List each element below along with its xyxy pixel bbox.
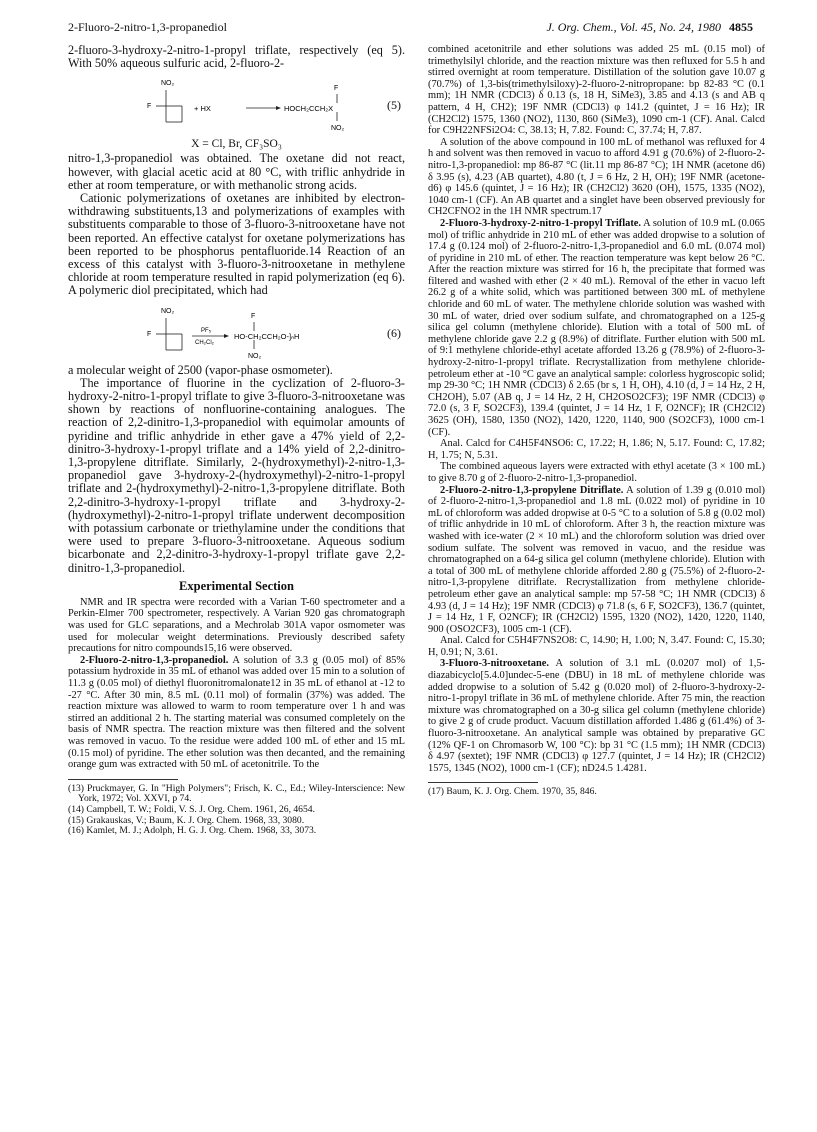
equation-6-structure (68, 298, 405, 364)
eq6-no2-top: NO₂ (161, 307, 175, 315)
procedure-text: A solution of 1.39 g (0.010 mol) of 2-fluoro-2-nitro-1,3-propanediol and 1.8 mL (0.022 mol) of pyridine in 10 mL of chloroform was added dropwise at 0-5 °C to a solution of 5.8 g (0.02 mol) of triflic anhydride in 10 mL of chloroform. After 3 h, the reaction mixture was washed with ice-water (2 × 10 mL) and the chloroform solution was dried over sodium sulfate. The solvent was removed in vacuo, and the residue was chromatographed on a 64-g silica gel column (methylene chloride). Elution with a total of 300 mL of methylene chloride afforded 2.80 g (75.5%) of 2-fluoro-2-nitro-1,3-propylene ditriflate. Recrystallization from methylene chloride-petroleum ether gave an analytical sample: mp 57-58 °C; 1H NMR (CDCl3) δ 4.93 (d, J = 14 Hz); 19F NMR (CDCl3) φ 71.8 (s, 6 F, SO2CF3), 136.7 (quintet, J = 14 Hz, 1 F, O2NCF); IR (CH2Cl2) 1595, 1320 (NO2), 1420, 1220, 1140, 900 (OSO2CF3), 1005 cm-1 (CF). (428, 484, 765, 635)
reference-15: (15) Grakauskas, V.; Baum, K. J. Org. Chem. 1968, 33, 3080. (68, 814, 305, 826)
journal-citation (546, 20, 753, 35)
eq5-reagent: + HX (194, 104, 211, 114)
paragraph (428, 218, 765, 438)
procedure-title: 2-Fluoro-2-nitro-1,3-propylene Ditriflate. (440, 484, 624, 496)
paragraph: Anal. Calcd for C5H4F7NS2O8: C, 14.90; H, 1.00; N, 3.47. Found: C, 15.30; H, 0.91; N, 3.61. (428, 635, 765, 658)
page-number: 4855 (729, 20, 753, 34)
eq6-solvent: CH₂Cl₂ (195, 339, 214, 346)
procedure-title: 2-Fluoro-2-nitro-1,3-propanediol. (80, 654, 229, 666)
paragraph: 2-fluoro-3-hydroxy-2-nitro-1-propyl triflate, respectively (eq 5). With 50% aqueous sulfuric acid, 2-fluoro-2- (68, 43, 405, 71)
running-head: 2-Fluoro-2-nitro-1,3-propanediol (68, 20, 227, 34)
eq6-product: HO-CH₂CCH₂O-]ₙH (234, 331, 300, 341)
equation-number: (5) (387, 98, 401, 113)
eq5-f-top: F (334, 85, 339, 93)
equation-5 (68, 70, 405, 136)
eq6-f-left: F (147, 330, 152, 338)
eq5-no2-top: NO₂ (161, 80, 175, 88)
paragraph: Anal. Calcd for C4H5F4NSO6: C, 17.22; H, 1.86; N, 5.17. Found: C, 17.82; H, 1.75; N, 5.31. (428, 438, 765, 461)
paragraph (428, 485, 765, 636)
paragraph: nitro-1,3-propanediol was obtained. The oxetane did not react, however, with glacial acetic acid at 80 °C, with triflic anhydride in ether at room temperature, or with methanolic strong acids. (68, 151, 405, 192)
paragraph (68, 655, 405, 771)
right-column (428, 44, 765, 798)
procedure-text: A solution of 10.9 mL (0.065 mol) of triflic anhydride in 210 mL of ether was added dropwise to a solution of 17.4 g (0.124 mol) of 2-fluoro-2-nitro-1,3-propanediol and 6.0 mL (0.074 mol) of pyridine in 210 mL of ether. The reaction temperature was kept below 26 °C. After the reaction mixture was stirred for 16 h, the precipitate that formed was filtered and washed with ether (2 × 40 mL). Removal of the ether in vacuo left 26.2 g of a white solid, which was partitioned between 300 mL of methylene chloride and 60 mL of water. The methylene chloride solution was washed with 30 mL of water, dried over sodium sulfate, and chromatographed on a 125-g silica gel column (methylene chloride). Elution with a total of 500 mL of methylene chloride gave 2.2 g (8.9%) of ditriflate. Further elution with 500 mL of 9:1 methylene chloride-ethyl acetate afforded 13.26 g (78.9%) of 2-fluoro-3-hydroxy-2-nitro-1-propyl triflate. Recrystallization from methylene chloride-petroleum ether at -10 °C gave an analytical sample: colorless hygroscopic solid; mp 29-30 °C; 1H NMR (CDCl3) δ 2.65 (br s, 1 H, OH), 4.10 (d, J = 14 Hz, 2 H, CH2OH), 5.07 (AB q, J = 14 Hz, 2 H, CH2OSO2CF3); 19F NMR (CDCl3) φ 72.0 (s, 3 F, SO2CF3), 139.4 (quintet, J = 14 Hz, 1 F, O2NCF); IR (CH2Cl2) 3625 (OH), 1580, 1350 (NO2), 1420, 1220, 1140, 900 (SO2CF3), 1000 cm-1 (CF). (428, 217, 765, 438)
equation-6 (68, 298, 405, 364)
paragraph: combined acetonitrile and ether solutions was added 25 mL (0.15 mol) of trimethylsilyl chloride, and the reaction mixture was then refluxed for 5.5 h and stirred overnight at room temperature. Distillation of the solution gave 10.07 g (70.7%) of 1,3-bis(trimethylsiloxy)-2-fluoro-2-nitropropane: bp 82-83 °C (0.1 mm); 1H NMR (CDCl3) δ 0.13 (s, 18 H, SiMe3), 3.85 and 4.13 (s and AB q pattern, 4 H, CH2); 19F NMR (CDCl3) φ 141.2 (quintet, J = 16 Hz); IR (CH2Cl2) 1575, 1360 (NO2), 1130, 860 (SiMe3), 1090 cm-1 (CF). Anal. Calcd for C9H22NFSi2O4: C, 38.13; H, 7.82. Found: C, 37.74; H, 7.87. (428, 44, 765, 137)
paragraph: Cationic polymerizations of oxetanes are inhibited by electron-withdrawing substituents,13 and polymerizations of examples with substituents comparable to those of 3-fluoro-3-nitrooxetane have not been reported. An effective catalyst for oxetane polymerizations has been reported to be phosphorus pentafluoride.14 Reaction of an excess of this catalyst with 3-fluoro-3-nitrooxetane in methylene chloride at room temperature resulted in rapid polymerization (eq 6). A polymeric diol precipitated, which had (68, 191, 405, 298)
left-column (68, 44, 405, 837)
procedure-title: 3-Fluoro-3-nitrooxetane. (440, 658, 549, 670)
eq6-catalyst: PF₅ (201, 327, 212, 334)
paragraph: NMR and IR spectra were recorded with a Varian T-60 spectrometer and a Perkin-Elmer 700 spectrometer, respectively. A Varian 920 gas chromatograph was used for GLC separations, and a Mechrolab 301A vapor osmometer was used for molecular weight determinations. Previously described safety precautions for nitro compounds15,16 were observed. (68, 596, 405, 655)
footnote-rule (68, 779, 178, 780)
paragraph: A solution of the above compound in 100 mL of methanol was refluxed for 4 h and solvent was then removed in vacuo to afford 4.91 g (70.6%) of 2-fluoro-2-nitro-1,3-propanediol: mp 86-87 °C (lit.11 mp 86-87 °C); 1H NMR (acetone d6) δ 3.95 (s), 4.23 (AB quartet), 4.80 (t, J = 6 Hz, 2 H, OH); 19F NMR (acetone-d6) φ 145.6 (quintet, J = 16 Hz); IR (CH2Cl2) 3620 (OH), 1575, 1335 (NO2), 1040 cm-1 (CF). An AB quartet and a singlet have been observed previously for CH2CFNO2 in the 1H NMR spectrum.17 (428, 136, 765, 218)
equation-number: (6) (387, 325, 401, 340)
footnote-rule (428, 782, 538, 783)
paragraph: a molecular weight of 2500 (vapor-phase osmometer). (68, 362, 333, 377)
paragraph (428, 658, 765, 774)
section-heading: Experimental Section (179, 578, 294, 593)
procedure-text: A solution of 3.1 mL (0.0207 mol) of 1,5-diazabicyclo[5.4.0]undec-5-ene (DBU) in 18 mL of methylene chloride was added dropwise to a solution of 5.42 g (0.020 mol) of 2-fluoro-3-hydroxy-2-nitro-1-propyl triflate in 36 mL of methylene chloride. After 75 min, the reaction mixture was chromatographed on a 30-g silica gel column (methylene chloride) to give 2 g of crude product. Vacuum distillation afforded 1.486 g (61.4%) of 3-fluoro-3-nitrooxetane. An analytical sample was obtained by preparative GC (12% QF-1 on Chromasorb W, 100 °C): bp 31 °C (1.5 mm); 1H NMR (CDCl3) δ 4.97 (sextet); 19F NMR (CDCl3) φ 127.7 (quintet, J = 14 Hz); IR (CH2Cl2) 1575, 1345 (NO2), 1000 cm-1 (CF); nD24.5 1.4281. (428, 658, 765, 774)
paragraph: The importance of fluorine in the cyclization of 2-fluoro-3-hydroxy-2-nitro-1-propyl triflate to give 3-fluoro-3-nitrooxetane was shown by reactions of nonfluorine-containing analogues. The reaction of 2,2-dinitro-1,3-propanediol with equimolar amounts of pyridine and triflic anhydride in ether gave a 47% yield of 2,2-dinitro-3-hydroxy-1-propyl triflate and a 14% yield of 2,2-dinitro-1,3-propylene ditriflate. Similarly, 2-(hydroxymethyl)-2-nitro-1,3-propanediol gave 3-hydroxy-2-(hydroxymethyl)-2-nitro-1-propyl triflate and 2-(hydroxymethyl)-2-nitro-1,3-propylene ditriflate. Both 2,2-dinitro-3-hydroxy-1-propyl triflate and 3-hydroxy-2-(hydroxymethyl)-2-nitro-1-propyl triflate underwent decomposition with potassium carbonate or triethylamine under the conditions that were used to prepare 3-fluoro-3-nitrooxetane. Aqueous sodium bicarbonate and 2,2-dinitro-3-hydroxy-1-propyl triflate gave 2,2-dinitro-1,3-propanediol. (68, 375, 405, 575)
equation-5-structure (68, 70, 405, 136)
eq5-product: HOCH₂CCH₂X (284, 104, 334, 114)
eq5-f-left: F (147, 103, 152, 111)
reference-16: (16) Kamlet, M. J.; Adolph, H. G. J. Org. Chem. 1968, 33, 3073. (68, 825, 317, 837)
reference-14: (14) Campbell, T. W.; Foldi, V. S. J. Org. Chem. 1961, 26, 4654. (68, 803, 315, 815)
equation-5-caption: X = Cl, Br, CF₃SO₃ (191, 138, 282, 151)
reference-13: (13) Pruckmayer, G. In "High Polymers"; Frisch, K. C., Ed.; Wiley-Interscience: New York, 1972; Vol. XXVI, p 74. (68, 782, 405, 805)
paragraph: The combined aqueous layers were extracted with ethyl acetate (3 × 100 mL) to give 8.70 g of 2-fluoro-2-nitro-1,3-propanediol. (428, 461, 765, 484)
reference-17: (17) Baum, K. J. Org. Chem. 1970, 35, 846. (428, 786, 597, 798)
eq6-no2-bottom: NO₂ (248, 352, 262, 360)
procedure-title: 2-Fluoro-3-hydroxy-2-nitro-1-propyl Triflate. (440, 217, 642, 229)
eq5-no2-bottom: NO₂ (331, 125, 345, 133)
eq6-f-top: F (251, 312, 256, 320)
procedure-text: A solution of 3.3 g (0.05 mol) of 85% potassium hydroxide in 35 mL of ethanol was added over 15 min to a solution of 11.3 g (0.05 mol) of diethyl fluoronitromalonate12 in 35 mL of ethanol at -12 to -27 °C. After 30 min, 8.5 mL (0.11 mol) of formalin (37%) was added. The reaction mixture was allowed to warm to room temperature over 1 h and was stirred an additional 2 h. The starting material was consumed completely on the basis of NMR spectra. The reaction mixture was then filtered and the solvent was removed in vacuo. To the residue were added 100 mL of ether and 15 mL (0.15 mol) of pyridine. The ether solution was then decanted, and the remaining orange gum was extracted with 50 mL of acetonitrile. To the (68, 654, 405, 771)
journal-name: J. Org. Chem., Vol. 45, No. 24, 1980 (546, 20, 721, 34)
